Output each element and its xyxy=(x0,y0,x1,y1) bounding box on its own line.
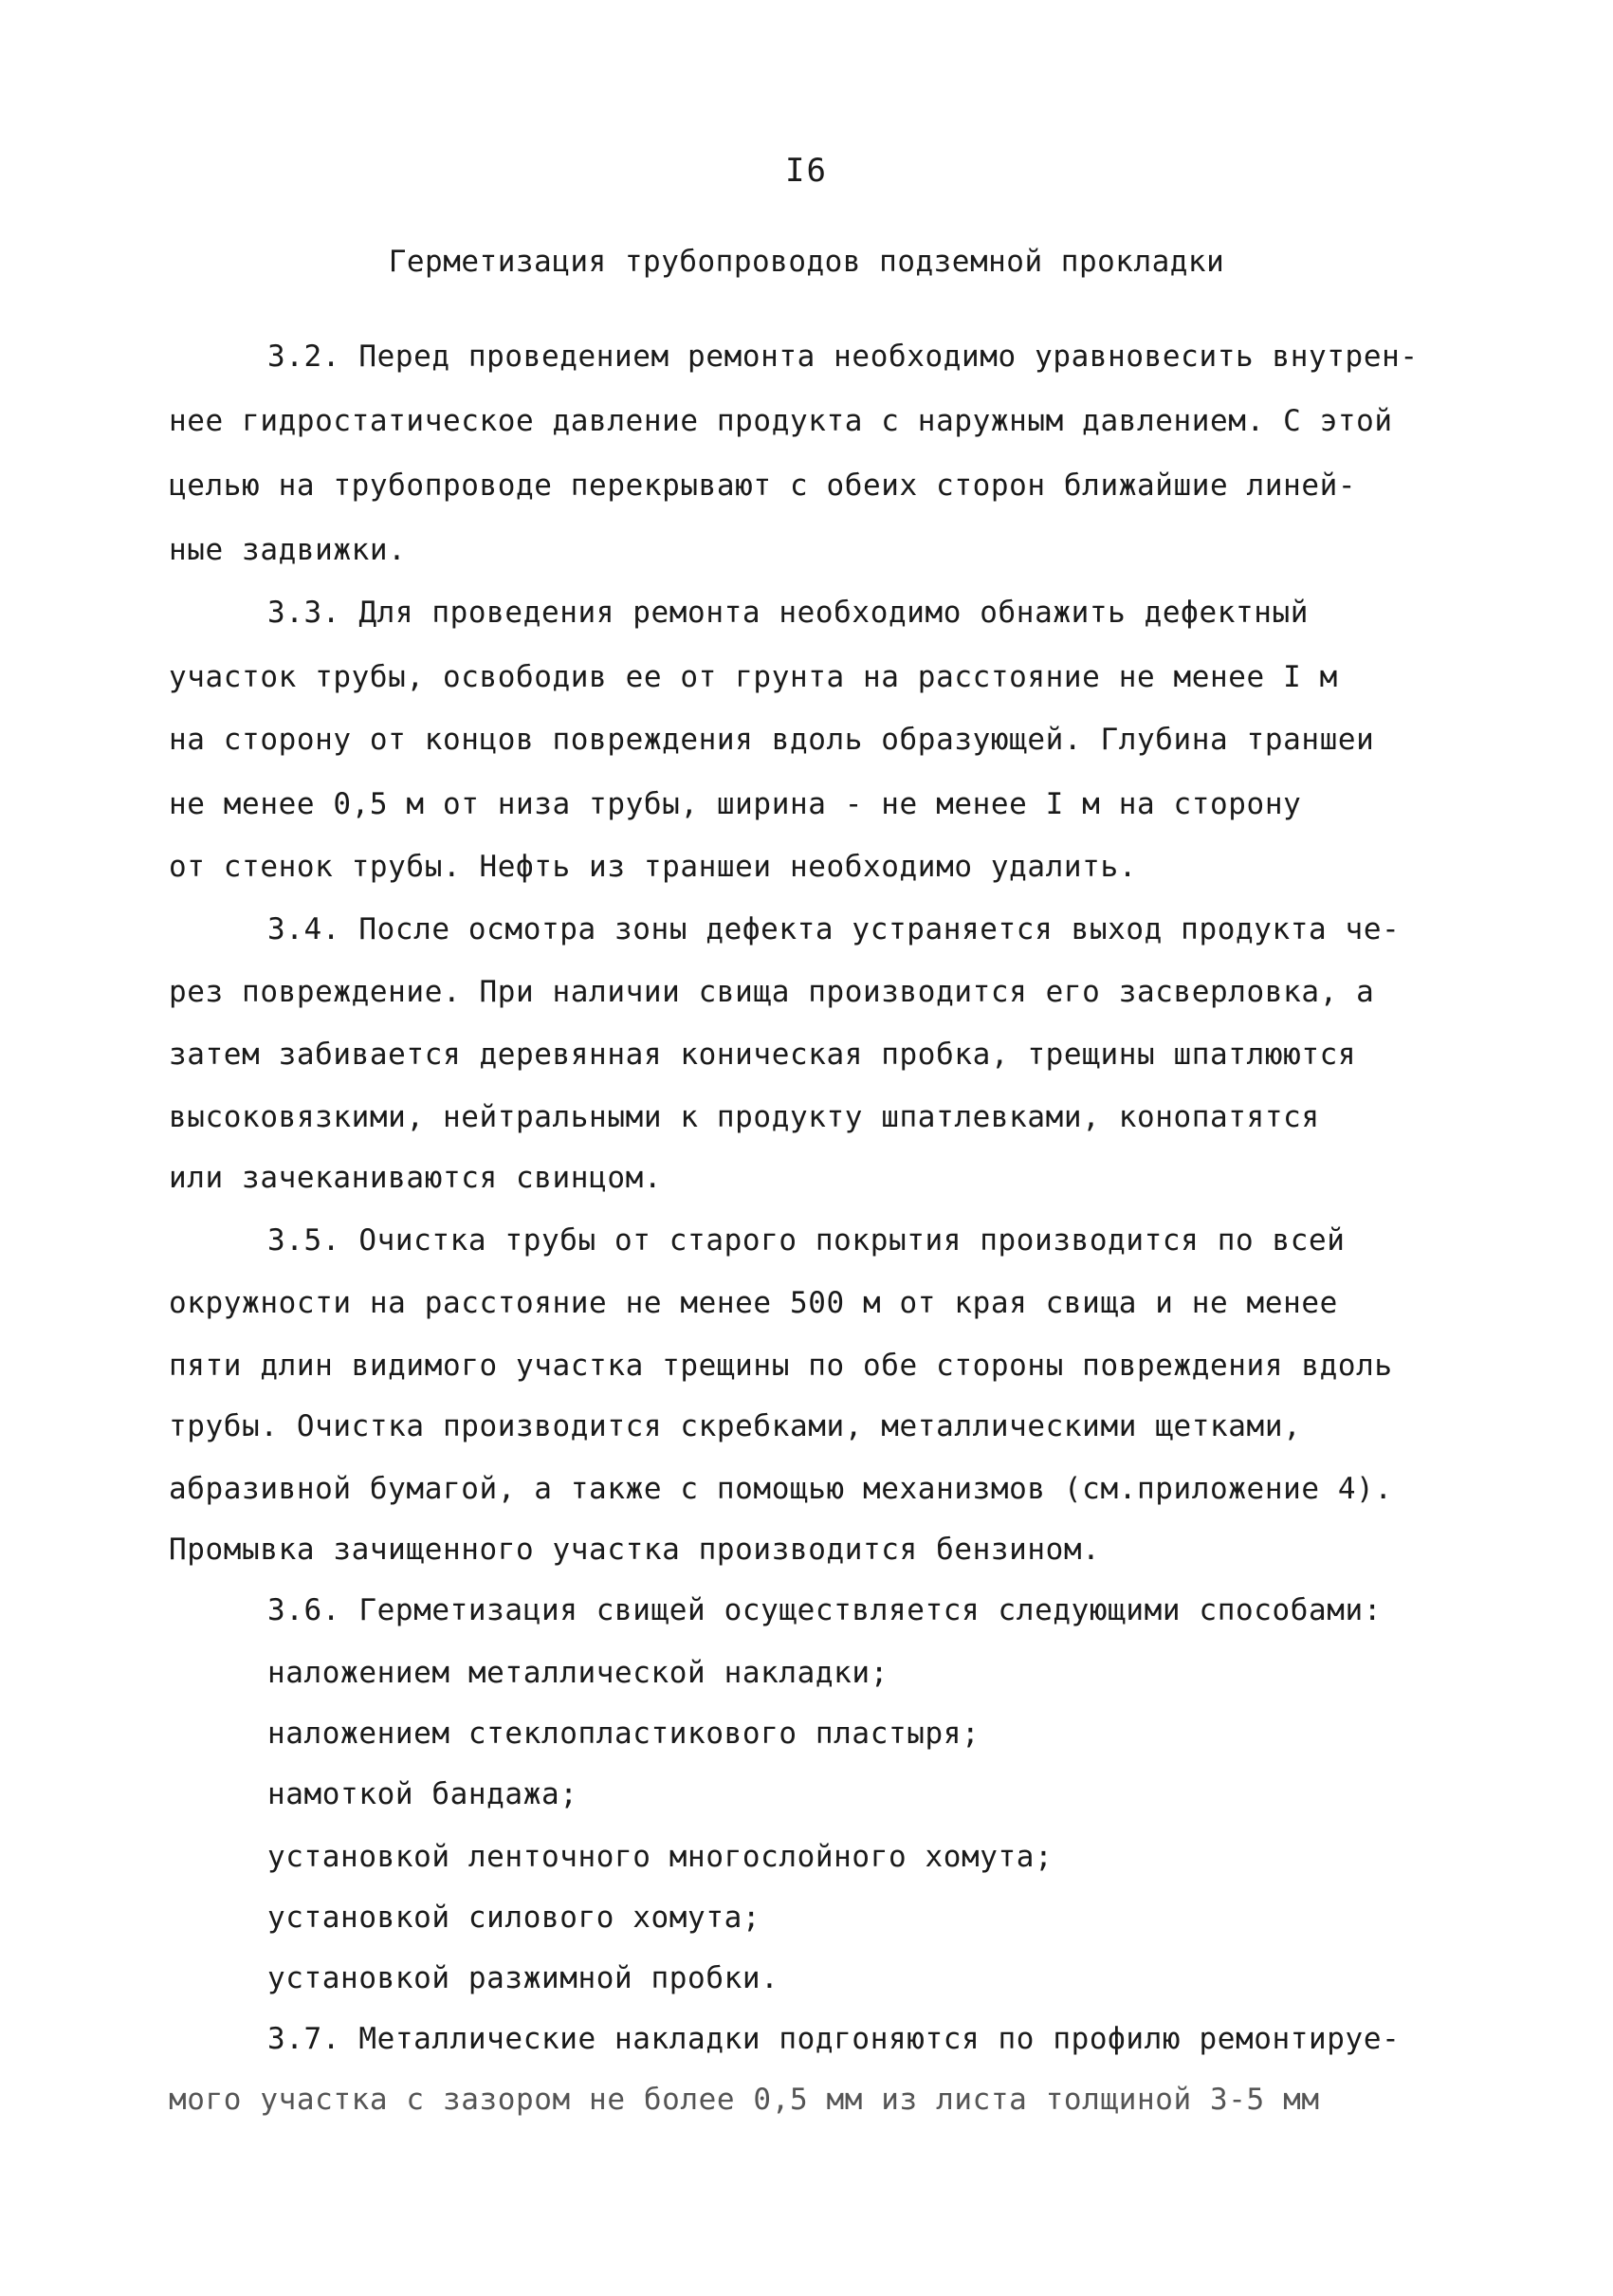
list-item: установкой разжимной пробки. xyxy=(267,1961,779,1995)
page-number: I6 xyxy=(785,152,828,190)
paragraph-3-5-line-5: абразивной бумагой, а также с помощью механизмов (см.приложение 4). xyxy=(169,1472,1393,1506)
paragraph-3-3-line-4: не менее 0,5 м от низа трубы, ширина - не менее I м на сторону xyxy=(169,787,1302,821)
paragraph-3-4-line-4: высоковязкими, нейтральными к продукту шпатлевками, конопатятся xyxy=(169,1100,1320,1134)
list-item: намоткой бандажа; xyxy=(267,1777,578,1811)
paragraph-3-5-line-1: 3.5. Очистка трубы от старого покрытия производится по всей xyxy=(267,1223,1346,1258)
paragraph-3-5-line-6: Промывка зачищенного участка производится бензином. xyxy=(169,1533,1101,1567)
list-item: наложением металлической накладки; xyxy=(267,1656,889,1690)
list-item: установкой ленточного многослойного хомута; xyxy=(267,1840,1054,1874)
paragraph-3-2-line-4: ные задвижки. xyxy=(169,533,407,567)
paragraph-3-5-line-2: окружности на расстояние не менее 500 м от края свища и не менее xyxy=(169,1286,1338,1320)
paragraph-3-4-line-1: 3.4. После осмотра зоны дефекта устраняется выход продукта че- xyxy=(267,912,1401,946)
paragraph-3-7-line-1: 3.7. Металлические накладки подгоняются по профилю ремонтируе- xyxy=(267,2022,1401,2056)
paragraph-3-5-line-4: трубы. Очистка производится скребками, металлическими щетками, xyxy=(169,1409,1302,1443)
paragraph-3-7-line-2: мого участка с зазором не более 0,5 мм из листа толщиной 3-5 мм xyxy=(169,2083,1320,2117)
paragraph-3-2-line-2: нее гидростатическое давление продукта с наружным давлением. С этой xyxy=(169,404,1393,438)
list-item: установкой силового хомута; xyxy=(267,1901,761,1935)
paragraph-3-2-line-1: 3.2. Перед проведением ремонта необходимо уравновесить внутрен- xyxy=(267,340,1419,374)
paragraph-3-2-line-3: целью на трубопроводе перекрывают с обеих сторон ближайшие линей- xyxy=(169,468,1357,503)
paragraph-3-3-line-5: от стенок трубы. Нефть из траншеи необходимо удалить. xyxy=(169,850,1137,884)
paragraph-3-3-line-3: на сторону от концов повреждения вдоль образующей. Глубина траншеи xyxy=(169,723,1375,757)
paragraph-3-6-line-1: 3.6. Герметизация свищей осуществляется следующими способами: xyxy=(267,1593,1383,1627)
list-item: наложением стеклопластикового пластыря; xyxy=(267,1717,981,1751)
section-heading: Герметизация трубопроводов подземной прокладки xyxy=(388,245,1225,279)
paragraph-3-3-line-1: 3.3. Для проведения ремонта необходимо обнажить дефектный xyxy=(267,596,1310,630)
paragraph-3-4-line-2: рез повреждение. При наличии свища производится его засверловка, а xyxy=(169,975,1375,1009)
paragraph-3-4-line-3: затем забивается деревянная коническая пробка, трещины шпатлюются xyxy=(169,1038,1357,1072)
paragraph-3-5-line-3: пяти длин видимого участка трещины по обе стороны повреждения вдоль xyxy=(169,1349,1393,1383)
paragraph-3-3-line-2: участок трубы, освободив ее от грунта на расстояние не менее I м xyxy=(169,660,1338,694)
paragraph-3-4-line-5: или зачеканиваются свинцом. xyxy=(169,1161,663,1195)
